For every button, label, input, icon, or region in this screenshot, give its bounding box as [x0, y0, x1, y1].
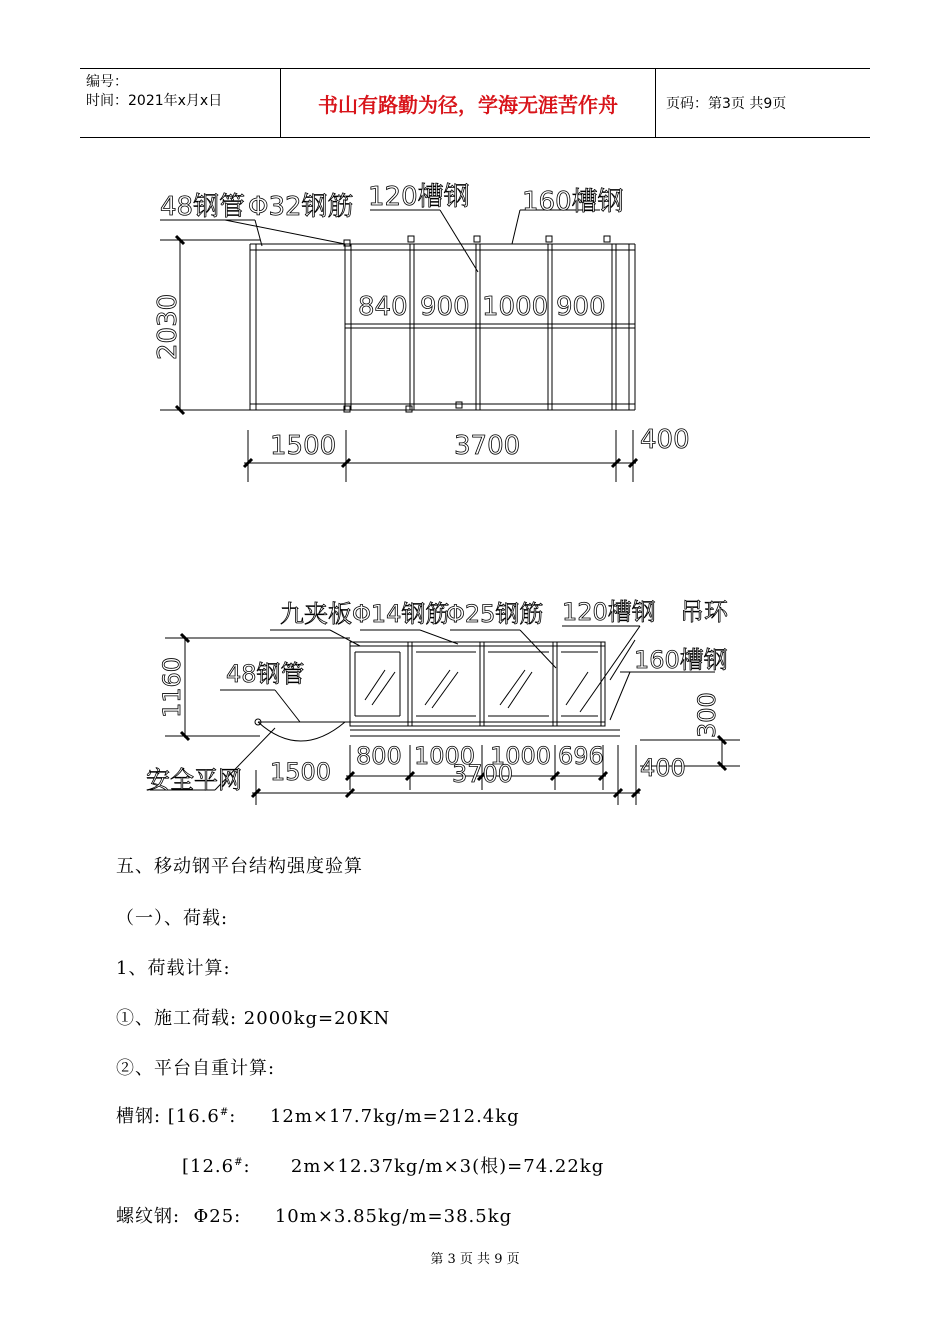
dim-2030: 2030	[153, 293, 183, 360]
label-pipe: 48钢管	[160, 192, 246, 222]
dim-1160: 1160	[158, 656, 186, 718]
plan-view-drawing	[0, 170, 950, 500]
header-meta	[80, 69, 280, 137]
item-1-1: ①、施工荷载: 2000kg=20KN	[116, 1008, 391, 1029]
span-3: 1000	[482, 292, 549, 322]
section-title: 五、移动钢平台结构强度验算	[116, 856, 363, 877]
header-motto: 书山有路勤为径，学海无涯苦作舟	[280, 69, 656, 137]
dim-3700: 3700	[454, 431, 521, 461]
dim-1500: 1500	[270, 758, 332, 786]
row-b-label: [12.6	[182, 1156, 235, 1177]
item-1-2: ②、平台自重计算:	[116, 1058, 276, 1079]
label-channel160: 160槽钢	[634, 646, 728, 674]
row-a	[116, 1102, 520, 1128]
elevation-view-drawing	[0, 590, 950, 810]
row-b	[182, 1152, 604, 1178]
span-1: 840	[358, 292, 408, 322]
dim-400: 400	[640, 754, 686, 782]
serial-label: 编号：	[86, 74, 128, 90]
span-3: 1000	[490, 742, 552, 770]
row-b-value: : 2m×12.37kg/m×3(根)=74.22kg	[243, 1156, 605, 1177]
label-rebar: Φ32钢筋	[248, 192, 354, 222]
label-ring: 吊环	[680, 598, 728, 626]
span-2: 1000	[414, 742, 476, 770]
row-a-value: : 12m×17.7kg/m=212.4kg	[229, 1106, 520, 1127]
item-1: 1、荷载计算:	[116, 958, 231, 979]
label-net: 安全平网	[146, 766, 242, 794]
row-a-sup: #	[219, 1107, 230, 1118]
label-pipe: 48钢管	[226, 660, 305, 688]
page-header	[80, 68, 870, 138]
row-b-sup: #	[234, 1157, 244, 1168]
label-rebar25: Φ25钢筋	[446, 600, 544, 628]
span-4: 900	[556, 292, 606, 322]
span-2: 900	[420, 292, 470, 322]
dim-3700: 3700	[452, 760, 514, 788]
label-channel120: 120槽钢	[368, 182, 470, 212]
label-channel120: 120槽钢	[562, 598, 656, 626]
row-c: 螺纹钢: Φ25: 10m×3.85kg/m=38.5kg	[116, 1206, 513, 1227]
sub-title: （一）、荷载:	[116, 908, 229, 929]
label-rebar14: Φ14钢筋	[352, 600, 450, 628]
span-4: 696	[558, 742, 604, 770]
dim-300: 300	[693, 692, 721, 738]
row-a-label: 槽钢: [16.6	[116, 1106, 220, 1127]
label-channel160: 160槽钢	[522, 187, 624, 217]
label-plywood: 九夹板	[280, 600, 352, 628]
page-footer: 第 3 页 共 9 页	[430, 1252, 520, 1267]
dim-400: 400	[640, 425, 690, 455]
header-page-info: 页码：第3页 共9页	[666, 96, 787, 112]
dim-1500: 1500	[270, 431, 337, 461]
span-1: 800	[356, 742, 402, 770]
time-label: 时间：2021年x月x日	[86, 93, 223, 109]
